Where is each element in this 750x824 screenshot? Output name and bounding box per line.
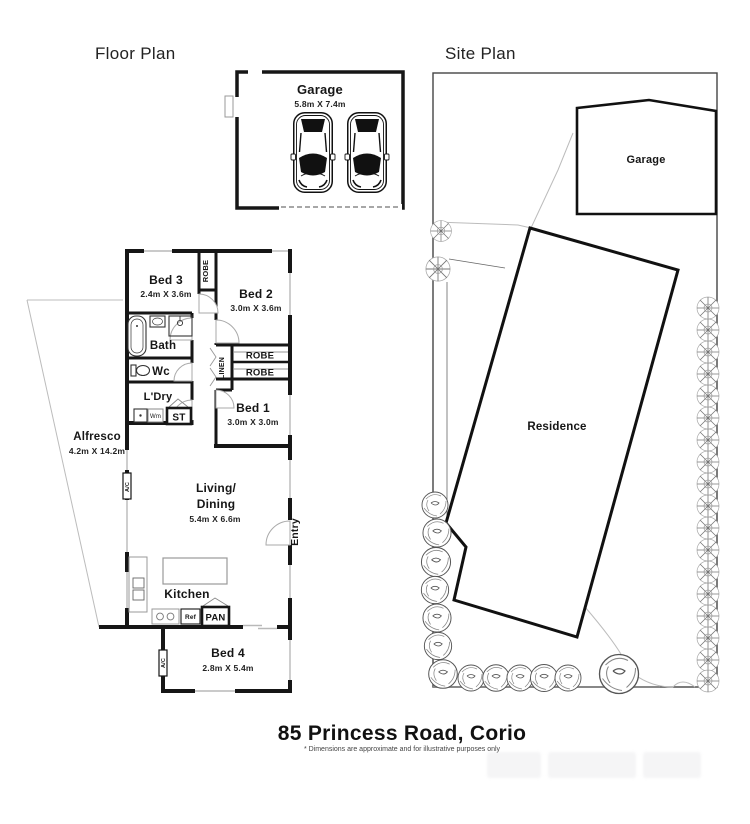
kitchen-label: Kitchen (164, 587, 210, 601)
linen-bifold-doors (210, 348, 216, 386)
floorplan-garage-room (225, 68, 403, 211)
bush-icon (423, 604, 451, 632)
shrub-icon (697, 451, 719, 473)
linen-label: LINEN (219, 357, 226, 379)
shrub-icon (697, 363, 719, 385)
toilet-icon (131, 365, 136, 376)
bush-icon (507, 665, 533, 691)
robe-bottom-label: ROBE (245, 367, 275, 379)
bed3-label: Bed 3 (149, 273, 183, 287)
floorplan-bath (125, 313, 192, 363)
alfresco-dims: 4.2m X 14.2m (68, 446, 126, 456)
floorplan-bed1 (216, 390, 279, 446)
shrub-icon (697, 385, 719, 407)
fridge-label: Ref (184, 614, 197, 621)
robe-top-label: ROBE (245, 350, 275, 362)
alfresco-label: Alfresco (73, 431, 121, 443)
bush-icon (429, 660, 458, 689)
bush-icon (421, 576, 448, 603)
bed1-dims: 3.0m X 3.0m (227, 417, 279, 427)
shrub-icon (697, 297, 719, 319)
bath-label: Bath (149, 340, 177, 352)
garage-dims: 5.8m X 7.4m (294, 99, 346, 109)
floorplan-kitchen (129, 557, 229, 626)
car-icon (291, 113, 335, 193)
shrub-icon (697, 341, 719, 363)
bush-icon (483, 665, 510, 692)
kitchen-island (163, 558, 227, 584)
bush-icon (458, 665, 484, 691)
floor-plan-heading: Floor Plan (95, 44, 176, 63)
entry-door-swing (266, 521, 290, 545)
site-plan-heading: Site Plan (445, 44, 516, 63)
bed3-robe-label: ROBE (201, 259, 210, 283)
bush-icon (424, 632, 451, 659)
shrub-icon (697, 319, 719, 341)
floorplan-bed2 (213, 287, 282, 343)
site-garage-label: Garage (626, 154, 666, 166)
bush-icon (421, 547, 450, 576)
shrub-icon (697, 649, 719, 671)
bed3-dims: 2.4m X 3.6m (140, 289, 192, 299)
shrub-icon (697, 670, 719, 692)
bed2-door-swing (216, 320, 239, 343)
bush-icon (422, 492, 448, 518)
floorplan-linen-robes (210, 345, 290, 390)
siteplan (421, 73, 719, 694)
watermark (487, 752, 701, 778)
bed4-dims: 2.8m X 5.4m (202, 663, 254, 673)
garage-side-door (225, 96, 233, 117)
pantry-label: PAN (205, 612, 226, 624)
bed1-door-swing (216, 390, 234, 408)
car-icon (345, 113, 389, 193)
property-address: 85 Princess Road, Corio (277, 722, 527, 745)
living-label-1: Living/ (195, 481, 237, 495)
cooktop-icon (152, 609, 179, 624)
wc-label: Wc (152, 366, 170, 378)
bath-door-swing (170, 318, 192, 340)
bed1-label: Bed 1 (236, 401, 270, 415)
floorplan-alfresco (27, 300, 125, 627)
shrub-icon (697, 627, 719, 649)
storage-label: ST (172, 412, 186, 424)
kitchen-sink-icon (133, 578, 144, 588)
shrub-icon (697, 429, 719, 451)
shrub-icon (697, 407, 719, 429)
shrub-icon (697, 605, 719, 627)
shrub-icon (697, 561, 719, 583)
tree-icon (426, 257, 450, 281)
shrub-icon (697, 583, 719, 605)
site-residence-label: Residence (527, 421, 587, 433)
bush-icon (530, 664, 557, 691)
tree-icon (431, 221, 452, 242)
shrub-icon (697, 473, 719, 495)
wc-door-swing (174, 363, 192, 381)
floorplan-bed4 (159, 646, 254, 676)
floorplan-laundry (125, 391, 192, 425)
shrub-icon (697, 539, 719, 561)
ac-bed4-label: A/C (161, 657, 167, 669)
shrub-icon (697, 517, 719, 539)
bed2-dims: 3.0m X 3.6m (230, 303, 282, 313)
bed4-label: Bed 4 (211, 646, 245, 660)
laundry-label: L'Dry (143, 391, 173, 403)
ac-living-label: A/C (125, 481, 131, 493)
disclaimer-text: * Dimensions are approximate and for illustrative purposes only (303, 746, 501, 753)
bush-icon (423, 519, 451, 547)
bush-icon (600, 655, 639, 694)
shrub-icon (697, 495, 719, 517)
garage-label: Garage (296, 82, 344, 97)
bush-icon (555, 665, 581, 691)
washing-machine-label: Wm (149, 414, 162, 420)
bed2-label: Bed 2 (239, 287, 273, 301)
entry-label: Entry (289, 518, 301, 546)
living-dims: 5.4m X 6.6m (189, 514, 241, 524)
living-label-2: Dining (196, 497, 236, 511)
floorplan-living-dining (123, 473, 241, 524)
